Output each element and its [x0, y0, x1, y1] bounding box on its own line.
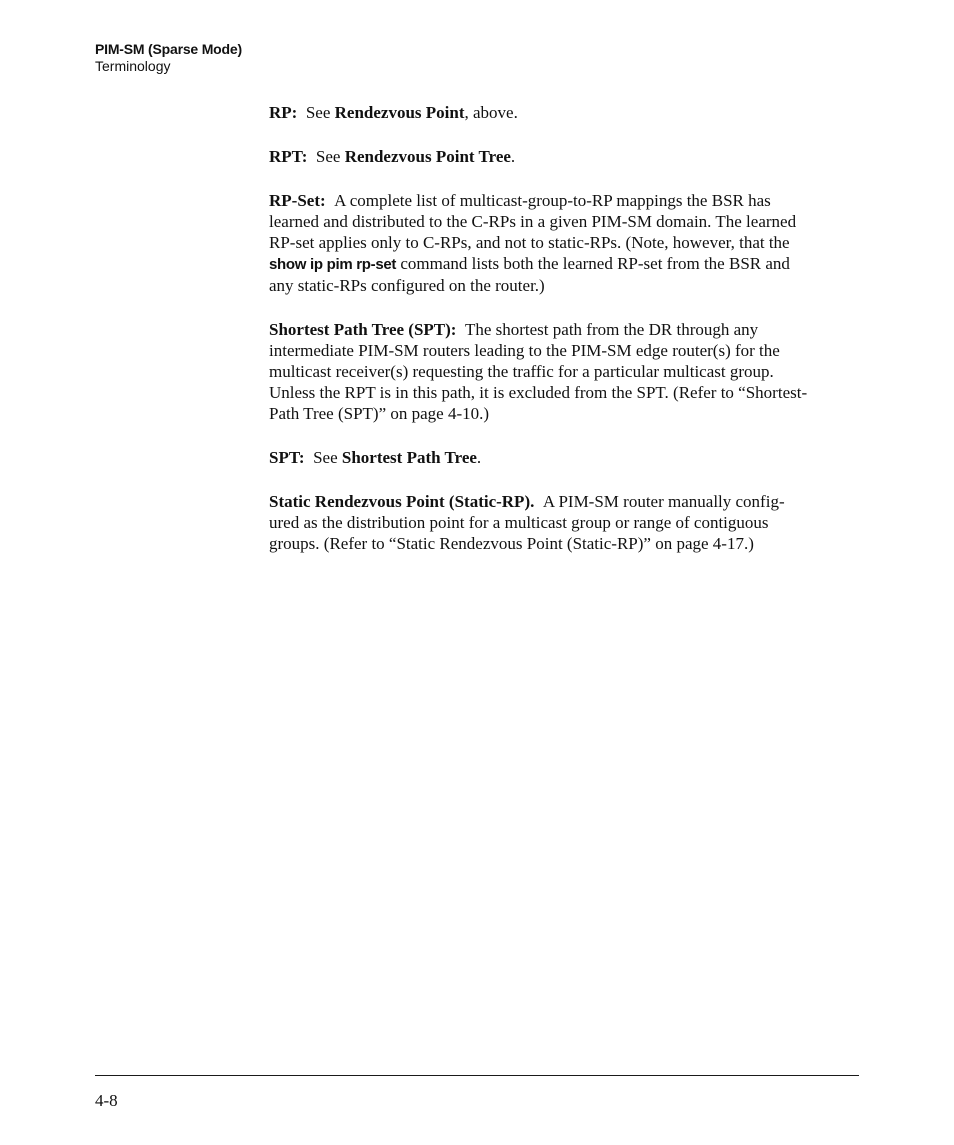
entry-line — [269, 211, 865, 232]
entry-line — [269, 275, 865, 296]
term-spacer — [326, 191, 335, 210]
term-spacer — [534, 492, 543, 511]
definition-text: A complete list of multicast-group-to-RP mappings the BSR has — [334, 191, 771, 210]
cross-reference: Shortest Path Tree — [341, 448, 477, 467]
cross-reference: Rendezvous Point Tree — [344, 147, 511, 166]
entry-line — [269, 253, 865, 275]
definition-text: RP-set applies only to C-RPs, and not to static-RPs. (Note, however, that the — [269, 233, 790, 252]
definition-text: command lists both the learned RP-set from the BSR and — [396, 254, 790, 273]
section-title: PIM-SM (Sparse Mode) — [95, 41, 242, 57]
entry-line — [269, 102, 865, 123]
glossary-term: RP: — [269, 103, 298, 122]
term-spacer — [297, 103, 306, 122]
definition-text: See — [305, 103, 335, 122]
entry-line — [269, 403, 865, 424]
entry-line — [269, 533, 865, 554]
glossary-entry — [269, 319, 865, 424]
glossary-term: RP-Set: — [269, 191, 326, 210]
definition-text: , above. — [464, 103, 518, 122]
glossary-list — [269, 102, 865, 577]
glossary-term: Static Rendezvous Point (Static-RP). — [269, 492, 535, 511]
glossary-term: SPT: — [269, 448, 305, 467]
entry-line — [269, 382, 865, 403]
glossary-entry — [269, 447, 865, 468]
glossary-entry — [269, 190, 865, 296]
definition-text: Unless the RPT is in this path, it is excluded from the SPT. (Refer to “Shortest- — [269, 383, 808, 402]
definition-text: groups. (Refer to “Static Rendezvous Point (Static-RP)” on page 4-17.) — [269, 534, 754, 553]
definition-text: . — [476, 448, 482, 467]
term-spacer — [305, 448, 314, 467]
definition-text: A PIM-SM router manually config- — [542, 492, 785, 511]
definition-text: Path Tree (SPT)” on page 4-10.) — [269, 404, 490, 423]
entry-line — [269, 361, 865, 382]
glossary-term: RPT: — [269, 147, 308, 166]
definition-text: any static-RPs configured on the router.) — [269, 276, 545, 295]
definition-text: See — [313, 448, 342, 467]
footer-divider — [95, 1075, 859, 1076]
running-header — [95, 41, 242, 75]
definition-text: . — [510, 147, 516, 166]
definition-text: intermediate PIM-SM routers leading to the PIM-SM edge router(s) for the — [269, 341, 780, 360]
definition-text: ured as the distribution point for a multicast group or range of contiguous — [269, 513, 769, 532]
term-spacer — [456, 320, 465, 339]
definition-text: learned and distributed to the C-RPs in a given PIM-SM domain. The learned — [269, 212, 797, 231]
glossary-entry — [269, 102, 865, 123]
definition-text: multicast receiver(s) requesting the traffic for a particular multicast group. — [269, 362, 774, 381]
definition-text: The shortest path from the DR through any — [464, 320, 759, 339]
subsection-title: Terminology — [95, 58, 171, 74]
page-number: 4-8 — [95, 1091, 118, 1110]
entry-line — [269, 447, 865, 468]
entry-line — [269, 232, 865, 253]
cross-reference: Rendezvous Point — [334, 103, 465, 122]
cli-command: show ip pim rp-set — [269, 256, 397, 273]
entry-line — [269, 491, 865, 512]
definition-text: See — [315, 147, 345, 166]
entry-line — [269, 190, 865, 211]
glossary-entry — [269, 146, 865, 167]
glossary-term: Shortest Path Tree (SPT): — [269, 320, 457, 339]
entry-line — [269, 512, 865, 533]
glossary-entry — [269, 491, 865, 554]
entry-line — [269, 319, 865, 340]
entry-line — [269, 146, 865, 167]
term-spacer — [307, 147, 316, 166]
entry-line — [269, 340, 865, 361]
